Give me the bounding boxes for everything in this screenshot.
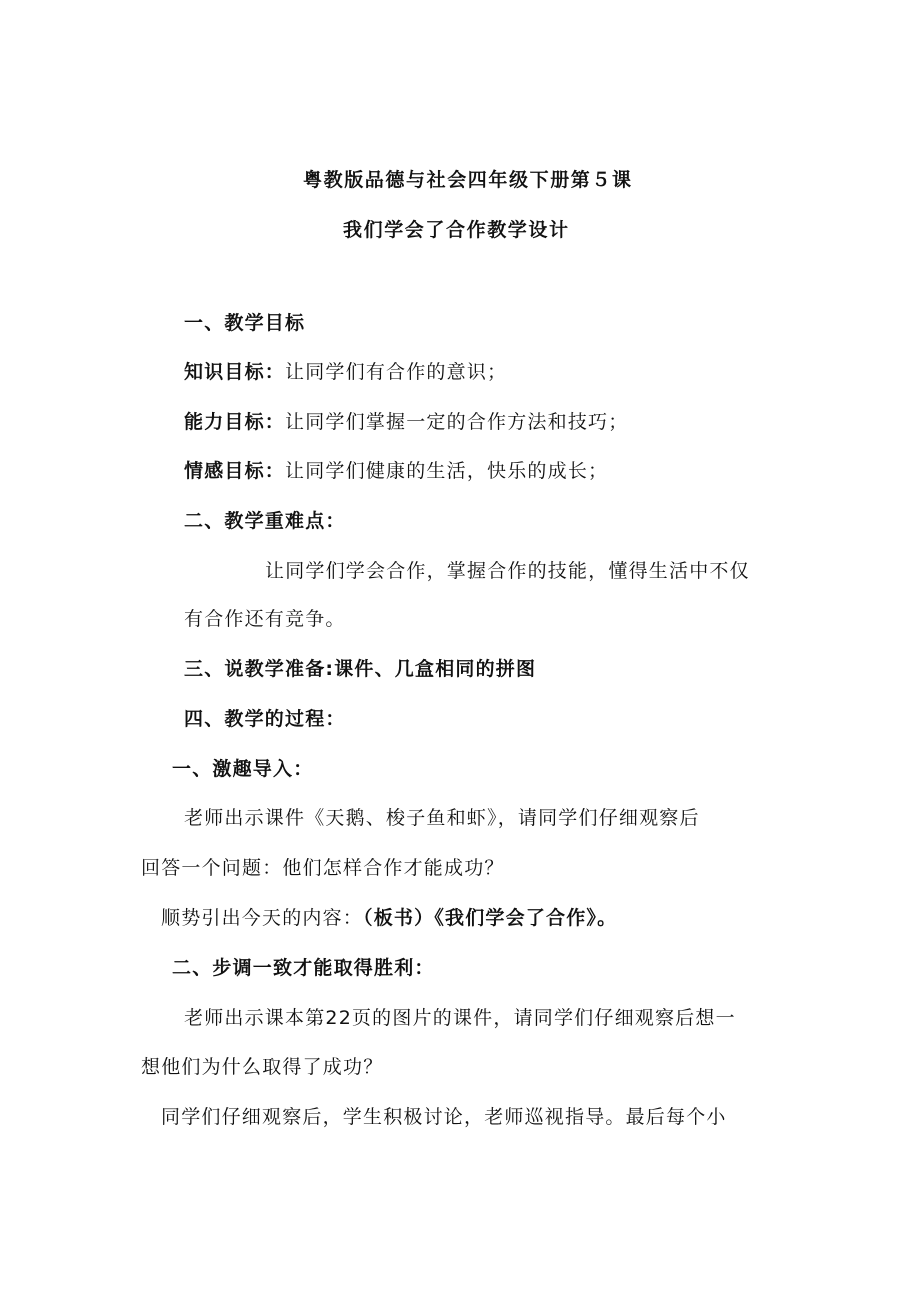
goal-emotion	[184, 459, 608, 483]
goal-knowledge	[184, 360, 507, 384]
doc-title-line2: 我们学会了合作教学设计	[343, 219, 570, 241]
goal-emotion-label: 情感目标：	[184, 460, 286, 482]
goal-ability	[184, 410, 628, 434]
step2-paragraph-line1: 老师出示课本第22页的图片的课件，请同学们仔细观察后想一	[184, 1007, 736, 1029]
key-points-paragraph-line1: 让同学们学会合作，掌握合作的技能，懂得生活中不仅	[265, 560, 750, 582]
step1-board-text: （板书）《我们学会了合作》。	[363, 907, 618, 929]
step1-lead-text: 顺势引出今天的内容：	[161, 907, 364, 929]
step2-paragraph-line2: 想他们为什么取得了成功？	[141, 1056, 384, 1078]
step1-paragraph-line1: 老师出示课件《天鹅、梭子鱼和虾》，请同学们仔细观察后	[184, 807, 700, 829]
step2-paragraph-line3: 同学们仔细观察后，学生积极讨论，老师巡视指导。最后每个小	[161, 1106, 727, 1128]
step1-heading: 一、激趣导入：	[172, 758, 314, 780]
step1-paragraph-line3	[161, 906, 617, 930]
section-heading-key-points: 二、教学重难点：	[184, 510, 346, 532]
key-points-paragraph-line2: 有合作还有竞争。	[184, 608, 346, 630]
goal-knowledge-text: 让同学们有合作的意识；	[285, 361, 508, 383]
goal-emotion-text: 让同学们健康的生活，快乐的成长；	[285, 460, 609, 482]
step1-paragraph-line2: 回答一个问题：他们怎样合作才能成功？	[141, 857, 505, 879]
section-heading-goals: 一、教学目标	[184, 312, 306, 334]
goal-ability-text: 让同学们掌握一定的合作方法和技巧；	[285, 411, 629, 433]
step2-heading: 二、步调一致才能取得胜利：	[172, 957, 435, 979]
goal-ability-label: 能力目标：	[184, 411, 286, 433]
section-heading-process: 四、教学的过程：	[184, 708, 346, 730]
section-heading-preparation: 三、说教学准备:课件、几盒相同的拼图	[184, 658, 537, 680]
goal-knowledge-label: 知识目标：	[184, 361, 286, 383]
doc-title-line1: 粤教版品德与社会四年级下册第５课	[303, 169, 633, 191]
